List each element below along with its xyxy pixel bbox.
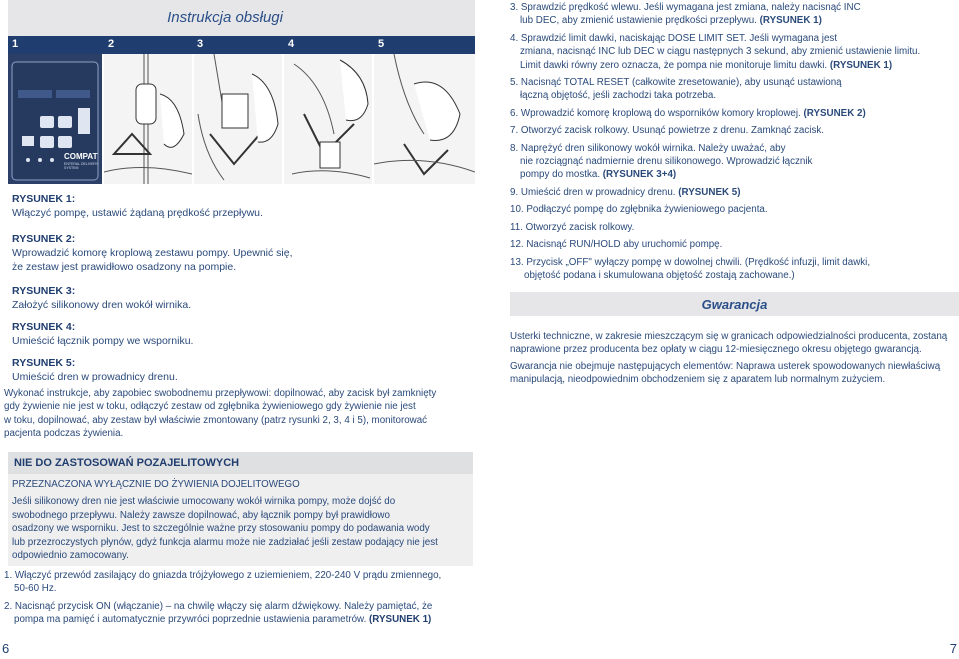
warning-text	[12, 478, 470, 562]
step-2	[4, 600, 474, 627]
left-steps	[4, 569, 474, 627]
figure-4-connector	[284, 54, 372, 184]
warning-line-4: lub przezroczystych płynów, gdyż funkcja alarmu może nie zadziałać jeśli zestaw podający nie jest	[12, 536, 438, 548]
caption-2-line-2: że zestaw jest prawidłowo osadzony na pompie.	[12, 261, 237, 273]
warning-line-3: osadzony we wsporniku. Jest to szczególnie ważne przy stosowaniu pompy do podawania wody	[12, 523, 430, 535]
step-6-line-1: 6. Wprowadzić komorę kroplową do wsporników komory kroplowej.	[510, 107, 801, 119]
figure-number-3: 3	[197, 38, 204, 50]
step-1-line-1: 1. Włączyć przewód zasilający do gniazda trójżyłowego z uziemieniem, 220-240 V prądu zmiennego,	[4, 570, 442, 581]
guarantee-header	[510, 292, 959, 316]
caption-4-line-1: Umieścić łącznik pompy we wsporniku.	[12, 335, 194, 347]
free-flow-intro	[4, 387, 474, 441]
step-9	[510, 186, 956, 199]
caption-3-heading: RYSUNEK 3:	[12, 285, 76, 297]
step-1-line-2: 50-60 Hz.	[14, 583, 57, 595]
guarantee-title: Gwarancja	[701, 297, 768, 312]
step-10: 10. Podłączyć pompę do zgłębnika żywieniowego pacjenta.	[510, 204, 768, 216]
figure-strip	[8, 54, 475, 184]
step-3	[510, 1, 956, 28]
device-brand: COMPAT	[64, 152, 98, 161]
step-12: 12. Nacisnąć RUN/HOLD aby uruchomić pompę.	[510, 239, 723, 251]
caption-4	[12, 320, 472, 356]
warning-subheading: PRZEZNACZONA WYŁĄCZNIE DO ŻYWIENIA DOJELITOWEGO	[12, 479, 300, 490]
step-4-line-3-wrap	[510, 59, 956, 72]
step-5	[510, 76, 956, 103]
step-6-ref: (RYSUNEK 2)	[803, 107, 866, 119]
figure-captions	[12, 192, 472, 386]
step-4	[510, 32, 956, 72]
step-1	[4, 569, 474, 596]
step-3-ref: (RYSUNEK 1)	[759, 15, 822, 27]
caption-2-line-1: Wprowadzić komorę kroplową zestawu pompy. Upewnić się,	[12, 247, 293, 259]
drip-chamber-illustration	[104, 54, 192, 184]
step-4-line-2: zmiana, nacisnąć INC lub DEC w ciągu następnych 3 sekund, aby zmienić ustawienie limitu.	[520, 46, 921, 58]
caption-5-heading: RYSUNEK 5:	[12, 357, 76, 369]
title-bar	[8, 0, 475, 36]
rotor-illustration	[194, 54, 282, 184]
warning-line-5: odpowiednio zamocowany.	[12, 550, 129, 562]
step-13-line-2: objętość podana i skumulowana objętość zostają zachowane.)	[524, 269, 795, 281]
figure-2-drip-chamber	[104, 54, 192, 184]
caption-2-heading: RYSUNEK 2:	[12, 233, 76, 245]
step-2-line-1: 2. Nacisnąć przycisk ON (włączanie) – na chwilę włączy się alarm dźwiękowy. Należy pamiętać, że	[4, 600, 433, 612]
step-8-line-2: nie rozciągnąć nadmiernie drenu silikonowego. Wprowadzić łącznik	[520, 156, 813, 168]
step-4-line-3: Limit dawki równy zero oznacza, że pompa nie monitoruje limitu dawki.	[520, 59, 828, 71]
step-8-ref: (RYSUNEK 3+4)	[602, 169, 677, 181]
caption-4-heading: RYSUNEK 4:	[12, 321, 76, 333]
step-5-line-2: łączną objętość, jeśli zachodzi taka potrzeba.	[520, 90, 717, 102]
figure-3-rotor	[194, 54, 282, 184]
warning-body	[8, 474, 473, 566]
caption-1	[12, 192, 472, 232]
intro-line-1: Wykonać instrukcje, aby zapobiec swobodnemu przepływowi: dopilnować, aby zacisk był zamknięty	[4, 388, 437, 399]
guarantee-p2-line-1: Gwarancja nie obejmuje następujących elementów: Naprawa usterek spowodowanych niewłaściwą	[510, 360, 941, 372]
step-4-line-1: 4. Sprawdzić limit dawki, naciskając DOSE LIMIT SET. Jeśli wymagana jest	[510, 32, 838, 44]
right-steps	[510, 1, 956, 282]
step-3-line-1: 3. Sprawdzić prędkość wlewu. Jeśli wymagana jest zmiana, należy nacisnąć INC	[510, 2, 861, 13]
step-8-line-3: pompy do mostka.	[520, 169, 601, 181]
step-13-line-1: 13. Przycisk „OFF" wyłączy pompę w dowolnej chwili. (Prędkość infuzji, limit dawki,	[510, 256, 871, 268]
page-number-left: 6	[2, 641, 10, 656]
warning-line-1: Jeśli silikonowy dren nie jest właściwie umocowany wokół wirnika pompy, może dojść do	[12, 496, 396, 508]
intro-line-3: w toku, dopilnować, aby zestaw był właściwie zmontowany (patrz rysunki 2, 3, 4 i 5), monitorować	[4, 414, 428, 426]
page-number-right: 7	[949, 641, 957, 656]
caption-1-heading: RYSUNEK 1:	[12, 193, 76, 205]
figure-number-1: 1	[12, 38, 19, 50]
caption-5	[12, 356, 472, 386]
step-6	[510, 107, 956, 120]
intro-line-4: pacjenta podczas żywienia.	[4, 428, 124, 440]
step-9-line-1: 9. Umieścić dren w prowadnicy drenu.	[510, 186, 676, 198]
step-5-line-1: 5. Nacisnąć TOTAL RESET (całkowite zresetowanie), aby usunąć ustawioną	[510, 77, 842, 89]
warning-line-2: swobodnego przepływu. Należy zawsze dopilnować, aby łącznik pompy był prawidłowo	[12, 509, 390, 521]
tubing-guide-illustration	[374, 54, 475, 184]
figure-1-pump	[8, 54, 102, 184]
guarantee-p1-line-2: naprawione przez producenta bez opłaty w ciągu 12-miesięcznego okresu objętego gwarancją.	[510, 344, 922, 356]
figure-number-2: 2	[108, 38, 115, 50]
figure-number-4: 4	[288, 38, 295, 50]
step-9-ref: (RYSUNEK 5)	[678, 186, 741, 198]
step-7: 7. Otworzyć zacisk rolkowy. Usunąć powietrze z drenu. Zamknąć zacisk.	[510, 125, 824, 137]
caption-3-line-1: Założyć silikonowy dren wokół wirnika.	[12, 299, 192, 311]
page-title: Instrukcja obsługi	[167, 9, 283, 26]
caption-1-line-1: Włączyć pompę, ustawić żądaną prędkość przepływu.	[12, 207, 263, 219]
figure-5-tubing-guide	[374, 54, 475, 184]
guarantee-p1-line-1: Usterki techniczne, w zakresie mieszczącym się w granicach odpowiedzialności producenta, zostaną	[510, 331, 948, 342]
warning-heading: NIE DO ZASTOSOWAŃ POZAJELITOWYCH	[14, 457, 240, 469]
step-8-line-1: 8. Naprężyć dren silikonowy wokół wirnika. Należy uważać, aby	[510, 142, 786, 154]
warning-header	[8, 452, 473, 474]
figure-number-strip	[8, 36, 475, 54]
figure-number-5: 5	[378, 38, 385, 50]
step-8-line-3-wrap	[510, 168, 956, 181]
intro-line-2: gdy żywienie nie jest w toku, odłączyć zestaw od zgłębnika żywieniowego gdy żywienie nie jest	[4, 401, 416, 413]
guarantee-text	[510, 330, 956, 387]
step-3-line-2: lub DEC, aby zmienić ustawienie prędkości przepływu.	[520, 15, 757, 27]
step-8	[510, 142, 956, 182]
caption-2	[12, 232, 472, 284]
caption-5-line-1: Umieścić dren w prowadnicy drenu.	[12, 371, 178, 383]
step-2-ref: (RYSUNEK 1)	[369, 614, 432, 626]
device-subtitle: ENTERAL DELIVERY SYSTEM	[64, 162, 99, 170]
step-3-line-2-wrap	[510, 14, 956, 27]
caption-3	[12, 284, 472, 320]
step-4-ref: (RYSUNEK 1)	[829, 59, 893, 71]
step-2-line-2: pompa ma pamięć i automatycznie przywróci poprzednie ustawienia parametrów.	[14, 614, 367, 626]
guarantee-p2-line-2: manipulacją, nieodpowiednim obchodzeniem się z aparatem lub normalnym zużyciem.	[510, 374, 886, 386]
step-2-line-2-wrap	[4, 613, 474, 626]
step-11: 11. Otworzyć zacisk rolkowy.	[510, 221, 635, 233]
connector-illustration	[284, 54, 372, 184]
step-13	[510, 256, 956, 283]
